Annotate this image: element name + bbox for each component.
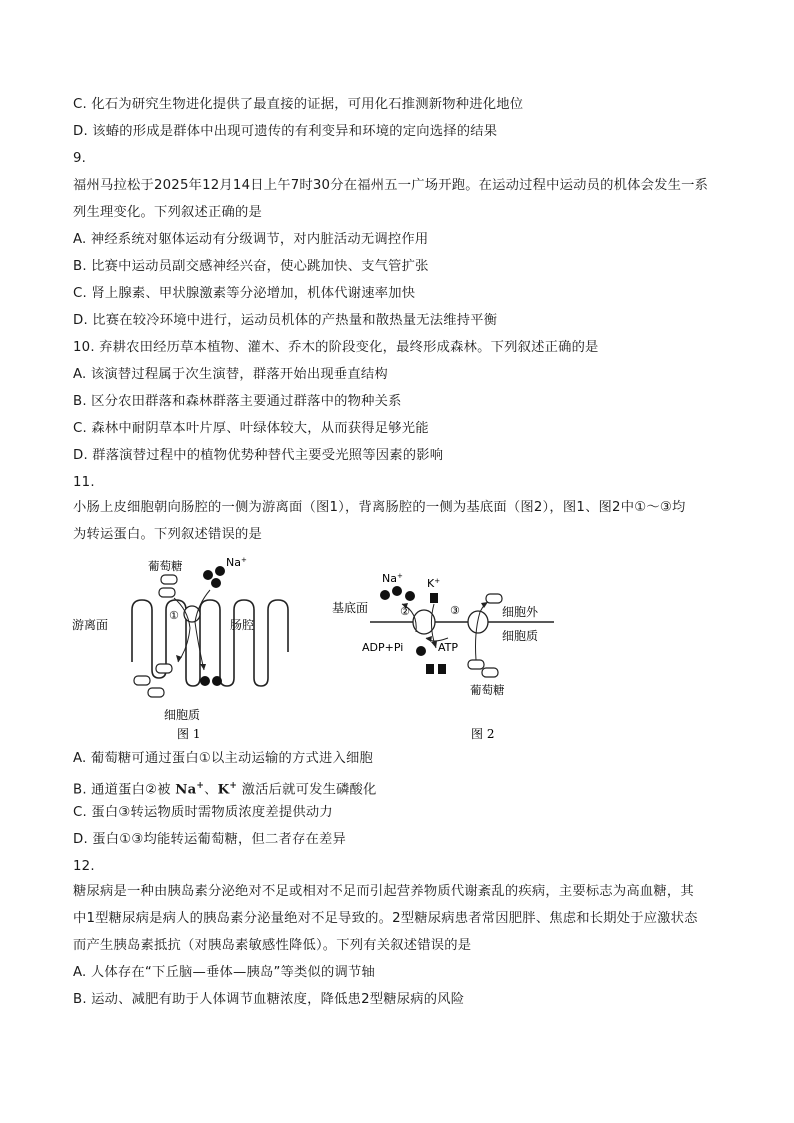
na-ion-dot	[203, 570, 213, 580]
q9-number: 9.	[73, 151, 87, 166]
fig1-na-label: Na+	[226, 556, 247, 569]
na-ion-dot	[380, 590, 390, 600]
q11-number: 11.	[73, 475, 95, 490]
fig2-glucose-label: 葡萄糖	[470, 683, 505, 697]
fig2-outside-label: 细胞外	[502, 605, 539, 619]
na-ion-dot	[200, 676, 210, 686]
glucose-shape	[161, 575, 177, 584]
fig1-cytoplasm-label: 细胞质	[164, 708, 201, 722]
q10-option-c: C. 森林中耐阴草本叶片厚、叶绿体较大，从而获得足够光能	[73, 421, 429, 436]
fig2-transporter-3-label: ③	[450, 604, 460, 617]
q9-option-a: A. 神经系统对躯体运动有分级调节，对内脏活动无调控作用	[73, 232, 429, 247]
q9-stem-line2: 列生理变化。下列叙述正确的是	[73, 205, 262, 220]
na-ion-dot	[211, 578, 221, 588]
q12-stem-line2: 中1型糖尿病是病人的胰岛素分泌量绝对不足导致的。2型糖尿病患者常因肥胖、焦虑和长期处于应激状态	[73, 911, 698, 926]
q10-stem: 10. 弃耕农田经历草本植物、灌木、乔木的阶段变化，最终形成森林。下列叙述正确的是	[73, 340, 599, 355]
k-ion-square	[430, 593, 438, 603]
q9-option-d: D. 比赛在较冷环境中进行，运动员机体的产热量和散热量无法维持平衡	[73, 313, 498, 328]
fig1-free-surface-label: 游离面	[72, 618, 109, 632]
na-ion-dot	[405, 591, 415, 601]
q10-option-a: A. 该演替过程属于次生演替，群落开始出现垂直结构	[73, 367, 388, 382]
glucose-shape	[156, 664, 172, 673]
figure-2-diagram	[328, 552, 568, 747]
q8-option-d: D. 该蝽的形成是群体中出现可遗传的有利变异和环境的定向选择的结果	[73, 124, 498, 139]
k-ion-square	[438, 664, 446, 674]
q11-option-a: A. 葡萄糖可通过蛋白①以主动运输的方式进入细胞	[73, 751, 373, 766]
figure-1-diagram	[70, 552, 320, 747]
fig2-atp-label: ATP	[438, 641, 459, 654]
fig2-na-label: Na+	[382, 572, 403, 585]
fig2-caption: 图 2	[471, 727, 495, 741]
q9-option-c: C. 肾上腺素、甲状腺激素等分泌增加，机体代谢速率加快	[73, 286, 416, 301]
fig1-transporter-1-label: ①	[169, 609, 179, 622]
fig2-k-label: K+	[427, 577, 441, 590]
k-ion-square	[426, 664, 434, 674]
q11-stem-line1: 小肠上皮细胞朝向肠腔的一侧为游离面（图1），背离肠腔的一侧为基底面（图2），图1、图2中①～③均	[73, 500, 686, 515]
villi-membrane	[132, 600, 288, 686]
q11-option-b: B. 通道蛋白②被 Na+、K+ 激活后就可发生磷酸化	[73, 781, 377, 798]
na-ion-dot	[392, 586, 402, 596]
na-ion-dot	[416, 646, 426, 656]
q12-stem-line1: 糖尿病是一种由胰岛素分泌绝对不足或相对不足而引起营养物质代谢紊乱的疾病，主要标志为高血糖，其	[73, 884, 694, 899]
q9-stem-line1: 福州马拉松于2025年12月14日上午7时30分在福州五一广场开跑。在运动过程中运动员的机体会发生一系	[73, 178, 709, 193]
q11-stem-line2: 为转运蛋白。下列叙述错误的是	[73, 527, 262, 542]
fig1-glucose-label: 葡萄糖	[148, 559, 183, 573]
q12-option-a: A. 人体存在“下丘脑—垂体—胰岛”等类似的调节轴	[73, 965, 376, 980]
q8-option-c: C. 化石为研究生物进化提供了最直接的证据，可用化石推测新物种进化地位	[73, 97, 524, 112]
na-ion-dot	[215, 566, 225, 576]
q12-stem-line3: 而产生胰岛素抵抗（对胰岛素敏感性降低）。下列有关叙述错误的是	[73, 938, 472, 953]
q9-option-b: B. 比赛中运动员副交感神经兴奋，使心跳加快、支气管扩张	[73, 259, 429, 274]
glucose-shape	[148, 688, 164, 697]
glucose-shape	[482, 668, 498, 677]
glucose-shape	[468, 660, 484, 669]
fig2-transporter-2-label: ②	[400, 605, 410, 618]
q12-option-b: B. 运动、减肥有助于人体调节血糖浓度，降低患2型糖尿病的风险	[73, 992, 465, 1007]
glucose-shape	[159, 588, 175, 597]
fig1-lumen-label: 肠腔	[230, 618, 255, 632]
fig2-adp-label: ADP+Pi	[362, 641, 404, 654]
q12-number: 12.	[73, 859, 95, 874]
glucose-shape	[134, 676, 150, 685]
na-ion-dot	[212, 676, 222, 686]
fig1-caption: 图 1	[177, 727, 201, 741]
fig2-cytoplasm-label: 细胞质	[502, 629, 539, 643]
fig2-basal-label: 基底面	[332, 601, 369, 615]
glucose-shape	[486, 594, 502, 603]
q10-option-d: D. 群落演替过程中的植物优势种替代主要受光照等因素的影响	[73, 448, 444, 463]
q11-option-d: D. 蛋白①③均能转运葡萄糖，但二者存在差异	[73, 832, 346, 847]
q11-option-c: C. 蛋白③转运物质时需物质浓度差提供动力	[73, 805, 333, 820]
q10-option-b: B. 区分农田群落和森林群落主要通过群落中的物种关系	[73, 394, 402, 409]
